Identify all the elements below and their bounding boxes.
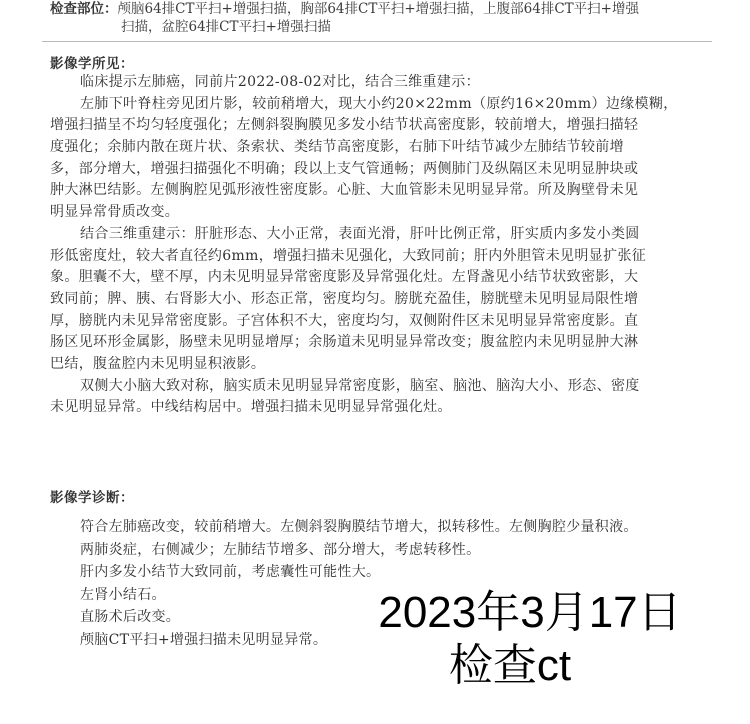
overlay-caption: 检查ct [448,641,572,690]
diagnosis-line: 左肾小结石。 [80,586,166,603]
findings-line: 临床提示左肺癌，同前片2022-08-02对比，结合三维重建示： [80,74,480,90]
exam-parts-value-line2: 扫描，盆腔64排CT平扫+增强扫描 [121,19,331,35]
diagnosis-line: 颅脑CT平扫+增强扫描未见明显异常。 [80,631,328,648]
findings-line: 双侧大小脑大致对称，脑实质未见明显异常密度影，脑室、脑池、脑沟大小、形态、密度 [80,377,640,394]
findings-line: 肠区见环形金属影，肠壁未见明显增厚；余肠道未见明显异常改变；腹盆腔内未见明显肿大淋 [50,334,639,351]
exam-parts-value-line1: 颅脑64排CT平扫+增强扫描，胸部64排CT平扫+增强扫描，上腹部64排CT平扫+增强 [117,1,639,17]
diagnosis-heading: 影像学诊断： [50,490,134,506]
findings-line: 增强扫描呈不均匀轻度强化；左侧斜裂胸膜见多发小结节状高密度影，较前增大，增强扫描轻 [50,117,639,134]
findings-line: 左肺下叶脊柱旁见团片影，较前稍增大，现大小约20×22mm（原约16×20mm）边缘模糊， [80,95,678,112]
findings-line: 度强化；余肺内散在斑片状、条索状、类结节高密度影，右肺下叶结节减少左肺结节较前增 [50,139,624,156]
findings-line: 厚，膀胱内未见异常密度影。子宫体积不大，密度均匀，双侧附件区未见明显异常密度影。直 [50,312,639,329]
section-divider [42,41,712,42]
overlay-date: 2023年3月17日 [378,588,682,637]
findings-line: 象。胆囊不大，壁不厚，内未见明显异常密度影及异常强化灶。左肾盏见小结节状致密影，大 [50,269,639,286]
date-overlay [360,586,700,692]
diagnosis-line: 两肺炎症，右侧减少；左肺结节增多、部分增大，考虑转移性。 [80,541,481,558]
diagnosis-line: 肝内多发小结节大致同前，考虑囊性可能性大。 [80,564,381,580]
diagnosis-line: 直肠术后改变。 [80,609,181,625]
findings-line: 结合三维重建示：肝脏形态、大小正常，表面光滑，肝叶比例正常，肝实质内多发小类圆 [80,225,640,242]
findings-line: 多，部分增大，增强扫描强化不明确；段以上支气管通畅；两侧肺门及纵隔区未见明显肿块或 [50,160,639,177]
diagnosis-line: 符合左肺癌改变，较前稍增大。左侧斜裂胸膜结节增大，拟转移性。左侧胸腔少量积液。 [80,519,638,535]
findings-heading: 影像学所见： [50,56,134,72]
findings-line: 巴结，腹盆腔内未见明显积液影。 [50,355,266,372]
findings-line: 形低密度灶，较大者直径约6mm，增强扫描未见强化，大致同前；肝内外胆管未见明显扩张征 [50,247,647,264]
findings-line: 明显异常骨质改变。 [50,204,180,221]
findings-line: 肿大淋巴结影。左侧胸腔见弧形液性密度影。心脏、大血管影未见明显异常。所及胸壁骨未见 [50,182,639,199]
findings-line: 未见明显异常。中线结构居中。增强扫描未见明显异常强化灶。 [50,399,452,416]
findings-line: 致同前；脾、胰、右肾影大小、形态正常，密度均匀。膀胱充盈佳，膀胱壁未见明显局限性增 [50,290,639,307]
exam-parts-label: 检查部位： [50,1,118,17]
findings-body [50,72,690,419]
exam-parts-block [50,0,730,36]
